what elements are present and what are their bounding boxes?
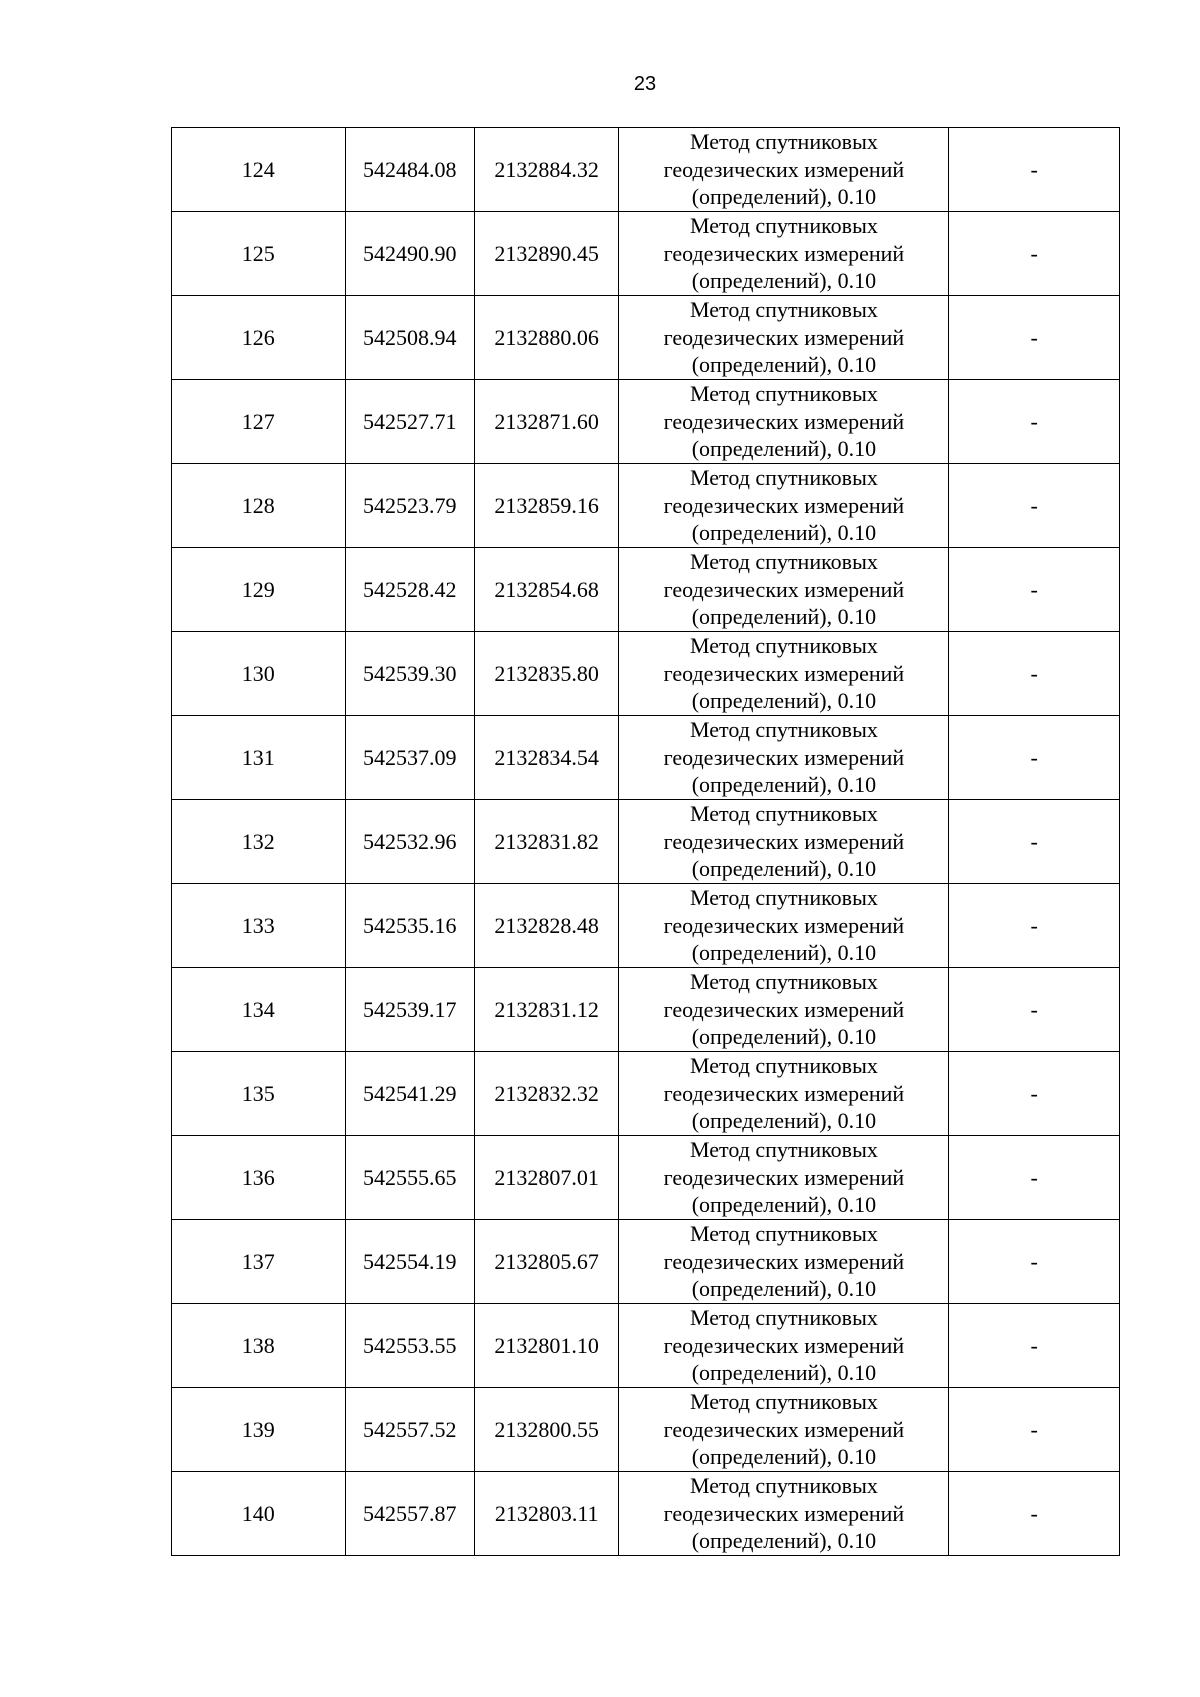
note-cell: - [949, 1472, 1120, 1556]
note-cell: - [949, 1388, 1120, 1472]
method-cell [619, 1136, 949, 1220]
table-row [172, 1220, 1120, 1304]
table-row [172, 800, 1120, 884]
point-number-cell: 137 [172, 1220, 346, 1304]
method-cell [619, 716, 949, 800]
y-coordinate-cell: 2132831.12 [474, 968, 618, 1052]
point-number-cell: 127 [172, 380, 346, 464]
note-cell: - [949, 1304, 1120, 1388]
method-line2: геодезических измерений [663, 1332, 905, 1358]
method-line2: геодезических измерений [663, 660, 905, 686]
method-text [634, 1304, 934, 1387]
method-line1: Метод спутниковых [689, 1137, 878, 1163]
method-text [634, 1052, 934, 1135]
note-cell: - [949, 716, 1120, 800]
method-line1: Метод спутниковых [689, 1053, 878, 1079]
x-coordinate-cell: 542554.19 [345, 1220, 474, 1304]
method-cell [619, 1052, 949, 1136]
method-line2: геодезических измерений [663, 324, 905, 350]
method-cell [619, 1472, 949, 1556]
method-line3: (определений), 0.10 [691, 268, 877, 294]
method-line1: Метод спутниковых [689, 297, 878, 323]
y-coordinate-cell: 2132805.67 [474, 1220, 618, 1304]
note-cell: - [949, 296, 1120, 380]
point-number-cell: 125 [172, 212, 346, 296]
table-row [172, 296, 1120, 380]
method-text [634, 128, 934, 211]
method-line2: геодезических измерений [663, 576, 905, 602]
method-text [634, 380, 934, 463]
method-line1: Метод спутниковых [689, 465, 878, 491]
point-number-cell: 126 [172, 296, 346, 380]
x-coordinate-cell: 542535.16 [345, 884, 474, 968]
table-row [172, 128, 1120, 212]
method-line1: Метод спутниковых [689, 1305, 878, 1331]
note-cell: - [949, 548, 1120, 632]
method-line3: (определений), 0.10 [691, 940, 877, 966]
y-coordinate-cell: 2132800.55 [474, 1388, 618, 1472]
point-number-cell: 136 [172, 1136, 346, 1220]
method-text [634, 464, 934, 547]
x-coordinate-cell: 542523.79 [345, 464, 474, 548]
note-cell: - [949, 1220, 1120, 1304]
y-coordinate-cell: 2132890.45 [474, 212, 618, 296]
method-line3: (определений), 0.10 [691, 1192, 877, 1218]
method-cell [619, 968, 949, 1052]
x-coordinate-cell: 542557.87 [345, 1472, 474, 1556]
x-coordinate-cell: 542537.09 [345, 716, 474, 800]
method-line1: Метод спутниковых [689, 549, 878, 575]
method-cell [619, 212, 949, 296]
method-text [634, 1388, 934, 1471]
method-cell [619, 128, 949, 212]
y-coordinate-cell: 2132828.48 [474, 884, 618, 968]
method-cell [619, 1220, 949, 1304]
method-text [634, 716, 934, 799]
method-cell [619, 296, 949, 380]
method-line1: Метод спутниковых [689, 1221, 878, 1247]
method-line1: Метод спутниковых [689, 129, 878, 155]
y-coordinate-cell: 2132807.01 [474, 1136, 618, 1220]
method-line2: геодезических измерений [663, 1500, 905, 1526]
method-cell [619, 380, 949, 464]
x-coordinate-cell: 542532.96 [345, 800, 474, 884]
method-line3: (определений), 0.10 [691, 1024, 877, 1050]
x-coordinate-cell: 542553.55 [345, 1304, 474, 1388]
point-number-cell: 135 [172, 1052, 346, 1136]
method-cell [619, 884, 949, 968]
point-number-cell: 139 [172, 1388, 346, 1472]
point-number-cell: 128 [172, 464, 346, 548]
table-row [172, 1388, 1120, 1472]
note-cell: - [949, 1052, 1120, 1136]
method-line1: Метод спутниковых [689, 969, 878, 995]
method-line2: геодезических измерений [663, 912, 905, 938]
coordinates-table-body [172, 128, 1120, 1556]
table-row [172, 464, 1120, 548]
y-coordinate-cell: 2132884.32 [474, 128, 618, 212]
method-line2: геодезических измерений [663, 1080, 905, 1106]
table-row [172, 1052, 1120, 1136]
method-line2: геодезических измерений [663, 156, 905, 182]
note-cell: - [949, 464, 1120, 548]
point-number-cell: 129 [172, 548, 346, 632]
point-number-cell: 131 [172, 716, 346, 800]
point-number-cell: 134 [172, 968, 346, 1052]
method-line1: Метод спутниковых [689, 801, 878, 827]
method-text [634, 548, 934, 631]
method-line2: геодезических измерений [663, 1248, 905, 1274]
note-cell: - [949, 884, 1120, 968]
point-number-cell: 138 [172, 1304, 346, 1388]
method-line3: (определений), 0.10 [691, 520, 877, 546]
method-line3: (определений), 0.10 [691, 184, 877, 210]
y-coordinate-cell: 2132859.16 [474, 464, 618, 548]
x-coordinate-cell: 542490.90 [345, 212, 474, 296]
x-coordinate-cell: 542555.65 [345, 1136, 474, 1220]
method-line3: (определений), 0.10 [691, 1360, 877, 1386]
x-coordinate-cell: 542557.52 [345, 1388, 474, 1472]
table-row [172, 1304, 1120, 1388]
method-cell [619, 1304, 949, 1388]
table-row [172, 1472, 1120, 1556]
method-line2: геодезических измерений [663, 240, 905, 266]
method-text [634, 1136, 934, 1219]
method-line2: геодезических измерений [663, 1164, 905, 1190]
note-cell: - [949, 632, 1120, 716]
method-line3: (определений), 0.10 [691, 1528, 877, 1554]
method-text [634, 968, 934, 1051]
y-coordinate-cell: 2132835.80 [474, 632, 618, 716]
y-coordinate-cell: 2132834.54 [474, 716, 618, 800]
note-cell: - [949, 128, 1120, 212]
method-text [634, 800, 934, 883]
method-line3: (определений), 0.10 [691, 1108, 877, 1134]
method-line3: (определений), 0.10 [691, 688, 877, 714]
y-coordinate-cell: 2132803.11 [474, 1472, 618, 1556]
coordinates-table [171, 127, 1120, 1556]
method-text [634, 632, 934, 715]
method-cell [619, 464, 949, 548]
method-line3: (определений), 0.10 [691, 1276, 877, 1302]
point-number-cell: 140 [172, 1472, 346, 1556]
x-coordinate-cell: 542541.29 [345, 1052, 474, 1136]
table-row [172, 212, 1120, 296]
x-coordinate-cell: 542539.17 [345, 968, 474, 1052]
method-line2: геодезических измерений [663, 492, 905, 518]
note-cell: - [949, 968, 1120, 1052]
method-line1: Метод спутниковых [689, 885, 878, 911]
table-row [172, 716, 1120, 800]
y-coordinate-cell: 2132854.68 [474, 548, 618, 632]
note-cell: - [949, 212, 1120, 296]
y-coordinate-cell: 2132801.10 [474, 1304, 618, 1388]
x-coordinate-cell: 542539.30 [345, 632, 474, 716]
table-row [172, 884, 1120, 968]
x-coordinate-cell: 542527.71 [345, 380, 474, 464]
method-text [634, 1220, 934, 1303]
method-line2: геодезических измерений [663, 828, 905, 854]
method-line1: Метод спутниковых [689, 633, 878, 659]
method-line2: геодезических измерений [663, 744, 905, 770]
x-coordinate-cell: 542484.08 [345, 128, 474, 212]
x-coordinate-cell: 542508.94 [345, 296, 474, 380]
y-coordinate-cell: 2132831.82 [474, 800, 618, 884]
method-line2: геодезических измерений [663, 408, 905, 434]
note-cell: - [949, 1136, 1120, 1220]
method-text [634, 1472, 934, 1555]
method-line1: Метод спутниковых [689, 213, 878, 239]
method-line2: геодезических измерений [663, 996, 905, 1022]
page-number: 23 [633, 73, 657, 95]
y-coordinate-cell: 2132880.06 [474, 296, 618, 380]
method-text [634, 212, 934, 295]
point-number-cell: 133 [172, 884, 346, 968]
note-cell: - [949, 800, 1120, 884]
method-line3: (определений), 0.10 [691, 604, 877, 630]
table-row [172, 548, 1120, 632]
method-line3: (определений), 0.10 [691, 1444, 877, 1470]
method-line3: (определений), 0.10 [691, 436, 877, 462]
table-row [172, 1136, 1120, 1220]
method-line2: геодезических измерений [663, 1416, 905, 1442]
table-row [172, 968, 1120, 1052]
method-line1: Метод спутниковых [689, 1473, 878, 1499]
method-line3: (определений), 0.10 [691, 772, 877, 798]
method-line1: Метод спутниковых [689, 717, 878, 743]
y-coordinate-cell: 2132871.60 [474, 380, 618, 464]
method-text [634, 296, 934, 379]
method-text [634, 884, 934, 967]
point-number-cell: 130 [172, 632, 346, 716]
point-number-cell: 132 [172, 800, 346, 884]
table-row [172, 380, 1120, 464]
point-number-cell: 124 [172, 128, 346, 212]
x-coordinate-cell: 542528.42 [345, 548, 474, 632]
table-row [172, 632, 1120, 716]
note-cell: - [949, 380, 1120, 464]
method-cell [619, 548, 949, 632]
method-cell [619, 632, 949, 716]
y-coordinate-cell: 2132832.32 [474, 1052, 618, 1136]
method-cell [619, 1388, 949, 1472]
method-line3: (определений), 0.10 [691, 856, 877, 882]
method-cell [619, 800, 949, 884]
method-line1: Метод спутниковых [689, 1389, 878, 1415]
method-line3: (определений), 0.10 [691, 352, 877, 378]
method-line1: Метод спутниковых [689, 381, 878, 407]
